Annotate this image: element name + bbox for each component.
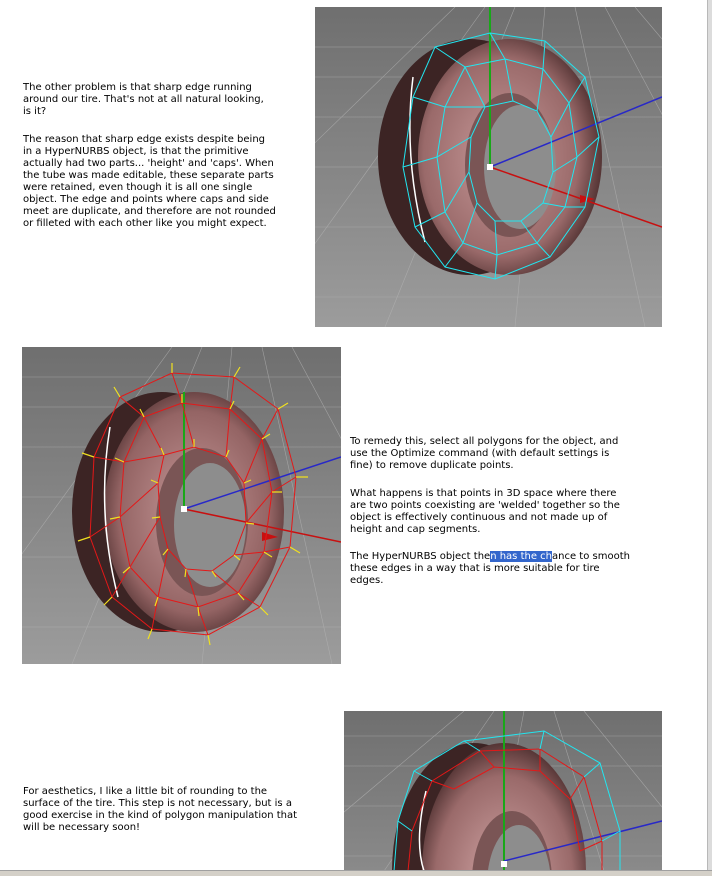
text-line: What happens is that points in 3D space where there <box>350 488 617 499</box>
text-line: these edges in a way that is more suitable for tire <box>350 563 600 574</box>
tire-cyan-cage-render <box>315 7 662 327</box>
text-line: actually had two parts... 'height' and 'caps'. When <box>23 158 274 169</box>
text-line: edges. <box>350 575 384 586</box>
text-line: fine) to remove duplicate points. <box>350 460 514 471</box>
text-line: surface of the tire. This step is not necessary, but is a <box>23 798 292 809</box>
text-block-1b <box>23 134 276 230</box>
text-line: or filleted with each other like you might expect. <box>23 218 267 229</box>
text-segment: The HyperNURBS object the <box>350 551 491 562</box>
text-line: object. The edge and points where caps and side <box>23 194 269 205</box>
text-block-2c <box>350 551 630 587</box>
text-line: good exercise in the kind of polygon manipulation that <box>23 810 298 821</box>
tire-red-cage-render <box>22 347 341 664</box>
text-block-1a <box>23 82 264 118</box>
render-image-1 <box>315 7 662 327</box>
text-block-3 <box>23 786 297 834</box>
tire-smoothed-render <box>344 711 662 871</box>
render-image-3 <box>344 711 662 871</box>
text-line: For aesthetics, I like a little bit of rounding to the <box>23 786 268 797</box>
text-line: will be necessary soon! <box>23 822 141 833</box>
text-line: in a HyperNURBS object, is that the primitive <box>23 146 249 157</box>
text-segment: ance to smooth <box>552 551 630 562</box>
text-line: were retained, even though it is all one single <box>23 182 253 193</box>
text-line: meet are duplicate, and therefore are not rounded <box>23 206 276 217</box>
text-line: height and cap segments. <box>350 524 481 535</box>
text-line: To remedy this, select all polygons for the object, and <box>350 436 619 447</box>
render-image-2 <box>22 347 341 664</box>
text-line: object is effectively continuous and not made up of <box>350 512 608 523</box>
text-line-with-selection[interactable] <box>350 551 630 563</box>
text-line: the tube was made editable, these separate parts <box>23 170 274 181</box>
text-line: The reason that sharp edge exists despite being <box>23 134 266 145</box>
text-line: are two points coexisting are 'welded' together so the <box>350 500 620 511</box>
status-bar <box>0 870 712 876</box>
text-line: The other problem is that sharp edge running <box>23 82 252 93</box>
text-line: around our tire. That's not at all natural looking, <box>23 94 264 105</box>
vertical-scrollbar[interactable] <box>707 0 712 876</box>
text-selection[interactable]: n has the ch <box>490 551 552 562</box>
text-line: use the Optimize command (with default settings is <box>350 448 610 459</box>
text-block-2a <box>350 436 618 472</box>
text-block-2b <box>350 488 620 536</box>
text-line: is it? <box>23 106 47 117</box>
